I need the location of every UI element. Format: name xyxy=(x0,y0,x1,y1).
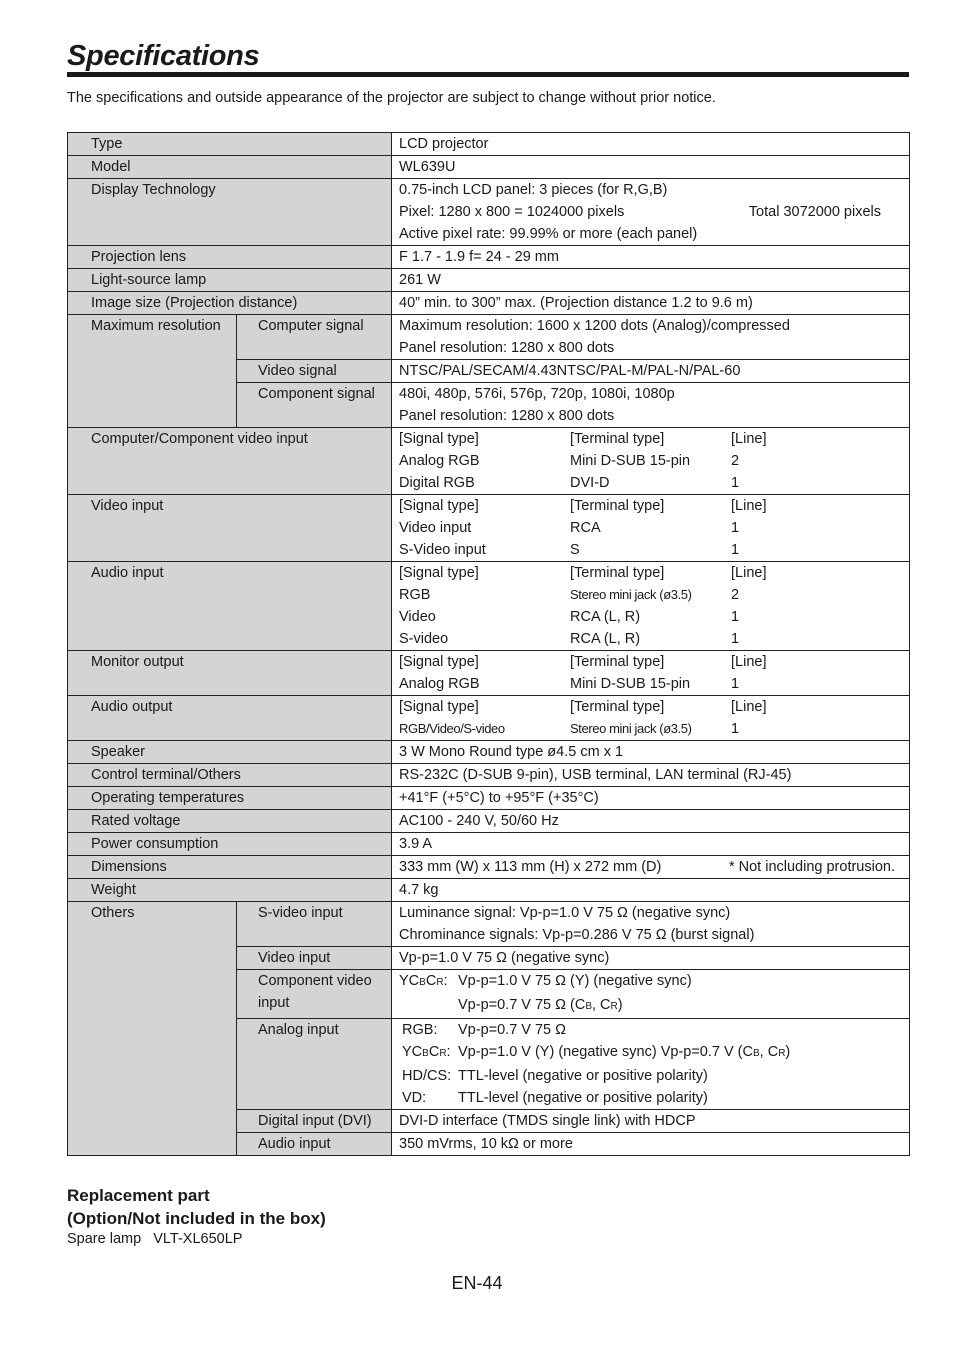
grid-header: [Terminal type] xyxy=(570,654,665,670)
row-label: Projection lens xyxy=(68,246,392,269)
row-value: WL639U xyxy=(392,156,910,179)
row-label: Monitor output xyxy=(68,651,392,696)
row-value: F 1.7 - 1.9 f= 24 - 29 mm xyxy=(392,246,910,269)
grid-header: [Signal type] xyxy=(399,654,479,670)
table-row xyxy=(68,246,910,269)
table-row xyxy=(68,696,910,741)
sub-label: Video signal xyxy=(237,360,392,383)
table-row xyxy=(68,879,910,902)
table-row xyxy=(68,741,910,764)
sub-label: Audio input xyxy=(237,1133,392,1156)
row-value: 3 W Mono Round type ø4.5 cm x 1 xyxy=(392,741,910,764)
row-value: NTSC/PAL/SECAM/4.43NTSC/PAL-M/PAL-N/PAL-60 xyxy=(392,360,910,383)
row-label: Display Technology xyxy=(68,179,392,246)
sub-label: Computer signal xyxy=(237,315,392,360)
ycbcr-key: YCBCR: xyxy=(399,973,448,989)
row-value: 4.7 kg xyxy=(392,879,910,902)
replacement-title-line: Replacement part xyxy=(67,1186,210,1205)
grid-header: [Line] xyxy=(731,699,767,715)
row-value xyxy=(392,495,910,562)
grid-header: [Line] xyxy=(731,654,767,670)
signal-grid xyxy=(399,651,903,695)
grid-cell: 1 xyxy=(731,475,740,491)
grid-header: [Line] xyxy=(731,498,767,514)
grid-cell: 1 xyxy=(731,676,740,692)
table-row xyxy=(68,833,910,856)
table-row xyxy=(68,292,910,315)
row-value xyxy=(392,428,910,495)
grid-cell: Analog RGB xyxy=(399,453,480,469)
spec-value: Vp-p=0.7 V 75 Ω xyxy=(458,1022,566,1038)
grid-header: [Signal type] xyxy=(399,431,479,447)
row-label: Computer/Component video input xyxy=(68,428,392,495)
table-row xyxy=(68,179,910,246)
row-value: AC100 - 240 V, 50/60 Hz xyxy=(392,810,910,833)
value-line xyxy=(399,201,903,223)
row-value: RS-232C (D-SUB 9-pin), USB terminal, LAN terminal (RJ-45) xyxy=(392,764,910,787)
grid-cell: RGB xyxy=(399,587,431,603)
title-underline xyxy=(67,72,909,77)
grid-cell: Mini D-SUB 15-pin xyxy=(570,676,691,692)
value-line: Panel resolution: 1280 x 800 dots xyxy=(399,340,615,356)
spec-key: VD: xyxy=(402,1090,427,1106)
row-label: Operating temperatures xyxy=(68,787,392,810)
value-line: Maximum resolution: 1600 x 1200 dots (Analog)/compressed xyxy=(399,318,790,334)
grid-header: [Line] xyxy=(731,431,767,447)
row-label: Weight xyxy=(68,879,392,902)
row-value xyxy=(392,315,910,360)
grid-cell: S-video xyxy=(399,631,449,647)
dimensions-value: 333 mm (W) x 113 mm (H) x 272 mm (D) xyxy=(399,859,662,875)
row-value xyxy=(392,902,910,947)
row-label: Light-source lamp xyxy=(68,269,392,292)
signal-grid xyxy=(399,495,903,561)
grid-cell: RCA (L, R) xyxy=(570,609,641,625)
table-row xyxy=(68,133,910,156)
table-row xyxy=(68,902,910,947)
row-label: Audio input xyxy=(68,562,392,651)
table-row xyxy=(68,856,910,879)
row-label: Dimensions xyxy=(68,856,392,879)
grid-cell: Digital RGB xyxy=(399,475,475,491)
table-row xyxy=(68,562,910,651)
grid-cell: RCA xyxy=(570,520,601,536)
grid-cell: Analog RGB xyxy=(399,676,480,692)
row-value: Vp-p=1.0 V 75 Ω (negative sync) xyxy=(392,947,910,970)
row-value: 40” min. to 300” max. (Projection distance 1.2 to 9.6 m) xyxy=(392,292,910,315)
row-value xyxy=(392,179,910,246)
grid-cell: 1 xyxy=(731,542,740,558)
grid-cell: 2 xyxy=(731,453,740,469)
table-row xyxy=(68,787,910,810)
row-label: Maximum resolution xyxy=(68,315,237,428)
grid-header: [Terminal type] xyxy=(570,498,665,514)
grid-cell: S xyxy=(570,542,580,558)
row-label: Control terminal/Others xyxy=(68,764,392,787)
row-label: Others xyxy=(68,902,237,1156)
value-line: Active pixel rate: 99.99% or more (each panel) xyxy=(399,226,698,242)
value-line: Panel resolution: 1280 x 800 dots xyxy=(399,408,615,424)
pixel-count: Pixel: 1280 x 800 = 1024000 pixels xyxy=(399,204,625,220)
signal-grid xyxy=(399,562,903,650)
signal-grid xyxy=(399,696,903,740)
grid-header: [Line] xyxy=(731,565,767,581)
row-label: Video input xyxy=(68,495,392,562)
row-value: 3.9 A xyxy=(392,833,910,856)
analog-spec xyxy=(399,1019,903,1109)
grid-cell: RCA (L, R) xyxy=(570,631,641,647)
replacement-title-line: (Option/Not included in the box) xyxy=(67,1209,326,1228)
grid-header: [Terminal type] xyxy=(570,699,665,715)
replacement-heading xyxy=(67,1184,326,1230)
spec-key: RGB: xyxy=(402,1022,438,1038)
row-label: Model xyxy=(68,156,392,179)
table-row xyxy=(68,651,910,696)
spare-lamp-label: Spare lamp xyxy=(67,1231,142,1247)
row-value xyxy=(392,383,910,428)
page-title: Specifications xyxy=(67,40,260,72)
value-line: Vp-p=1.0 V 75 Ω (Y) (negative sync) xyxy=(458,973,692,989)
grid-header: [Terminal type] xyxy=(570,565,665,581)
row-value xyxy=(392,970,910,1019)
sub-label: Digital input (DVI) xyxy=(237,1110,392,1133)
grid-cell: 1 xyxy=(731,631,740,647)
table-row xyxy=(68,810,910,833)
grid-header: [Signal type] xyxy=(399,565,479,581)
row-label: Image size (Projection distance) xyxy=(68,292,392,315)
spec-value: Vp-p=1.0 V (Y) (negative sync) Vp-p=0.7 V (CB, CR) xyxy=(458,1044,791,1060)
value-line: Chrominance signals: Vp-p=0.286 V 75 Ω (burst signal) xyxy=(399,927,755,943)
value-line: 0.75-inch LCD panel: 3 pieces (for R,G,B) xyxy=(399,182,668,198)
spec-key: YCBCR: xyxy=(402,1044,451,1060)
specifications-table xyxy=(67,132,910,1156)
row-value xyxy=(392,562,910,651)
row-value: 261 W xyxy=(392,269,910,292)
row-value xyxy=(392,651,910,696)
dimensions-note: * Not including protrusion. xyxy=(728,859,895,875)
value-line: Vp-p=0.7 V 75 Ω (CB, CR) xyxy=(458,997,623,1013)
sub-label: Analog input xyxy=(237,1019,392,1110)
sub-label: S-video input xyxy=(237,902,392,947)
table-row xyxy=(68,764,910,787)
grid-header: [Signal type] xyxy=(399,699,479,715)
table-row xyxy=(68,269,910,292)
row-value: DVI-D interface (TMDS single link) with HDCP xyxy=(392,1110,910,1133)
grid-cell: DVI-D xyxy=(570,475,610,491)
sub-label: Video input xyxy=(237,947,392,970)
total-pixels: Total 3072000 pixels xyxy=(748,204,881,220)
table-row xyxy=(68,156,910,179)
signal-grid xyxy=(399,428,903,494)
page-number: EN-44 xyxy=(451,1273,503,1293)
grid-cell: Video xyxy=(399,609,436,625)
value-line: 480i, 480p, 576i, 576p, 720p, 1080i, 1080p xyxy=(399,386,675,402)
grid-cell: Mini D-SUB 15-pin xyxy=(570,453,691,469)
table-row xyxy=(68,315,910,360)
row-label: Speaker xyxy=(68,741,392,764)
row-label: Power consumption xyxy=(68,833,392,856)
grid-cell: S-Video input xyxy=(399,542,486,558)
grid-cell: Stereo mini jack (ø3.5) xyxy=(570,721,692,736)
table-row xyxy=(68,428,910,495)
row-value: LCD projector xyxy=(392,133,910,156)
grid-cell: 2 xyxy=(731,587,740,603)
notice-text: The specifications and outside appearance of the projector are subject to change without prior notice. xyxy=(67,90,716,106)
row-value xyxy=(392,696,910,741)
value-line: Luminance signal: Vp-p=1.0 V 75 Ω (negative sync) xyxy=(399,905,731,921)
row-value xyxy=(392,856,910,879)
row-label: Rated voltage xyxy=(68,810,392,833)
spec-key: HD/CS: xyxy=(402,1068,452,1084)
row-value xyxy=(392,1019,910,1110)
grid-cell: 1 xyxy=(731,520,740,536)
spec-value: TTL-level (negative or positive polarity) xyxy=(458,1068,708,1084)
grid-header: [Terminal type] xyxy=(570,431,665,447)
row-label: Type xyxy=(68,133,392,156)
spec-value: TTL-level (negative or positive polarity) xyxy=(458,1090,708,1106)
grid-cell: 1 xyxy=(731,721,740,737)
grid-cell: RGB/Video/S-video xyxy=(399,721,505,736)
grid-cell: Video input xyxy=(399,520,472,536)
grid-cell: Stereo mini jack (ø3.5) xyxy=(570,587,692,602)
sub-label: Component video input xyxy=(237,970,392,1019)
spare-lamp-value: VLT-XL650LP xyxy=(153,1231,243,1247)
grid-header: [Signal type] xyxy=(399,498,479,514)
sub-label: Component signal xyxy=(237,383,392,428)
grid-cell: 1 xyxy=(731,609,740,625)
table-row xyxy=(68,495,910,562)
component-spec xyxy=(399,970,903,1018)
row-value: +41°F (+5°C) to +95°F (+35°C) xyxy=(392,787,910,810)
row-value: 350 mVrms, 10 kΩ or more xyxy=(392,1133,910,1156)
replacement-item xyxy=(67,1231,242,1247)
row-label: Audio output xyxy=(68,696,392,741)
